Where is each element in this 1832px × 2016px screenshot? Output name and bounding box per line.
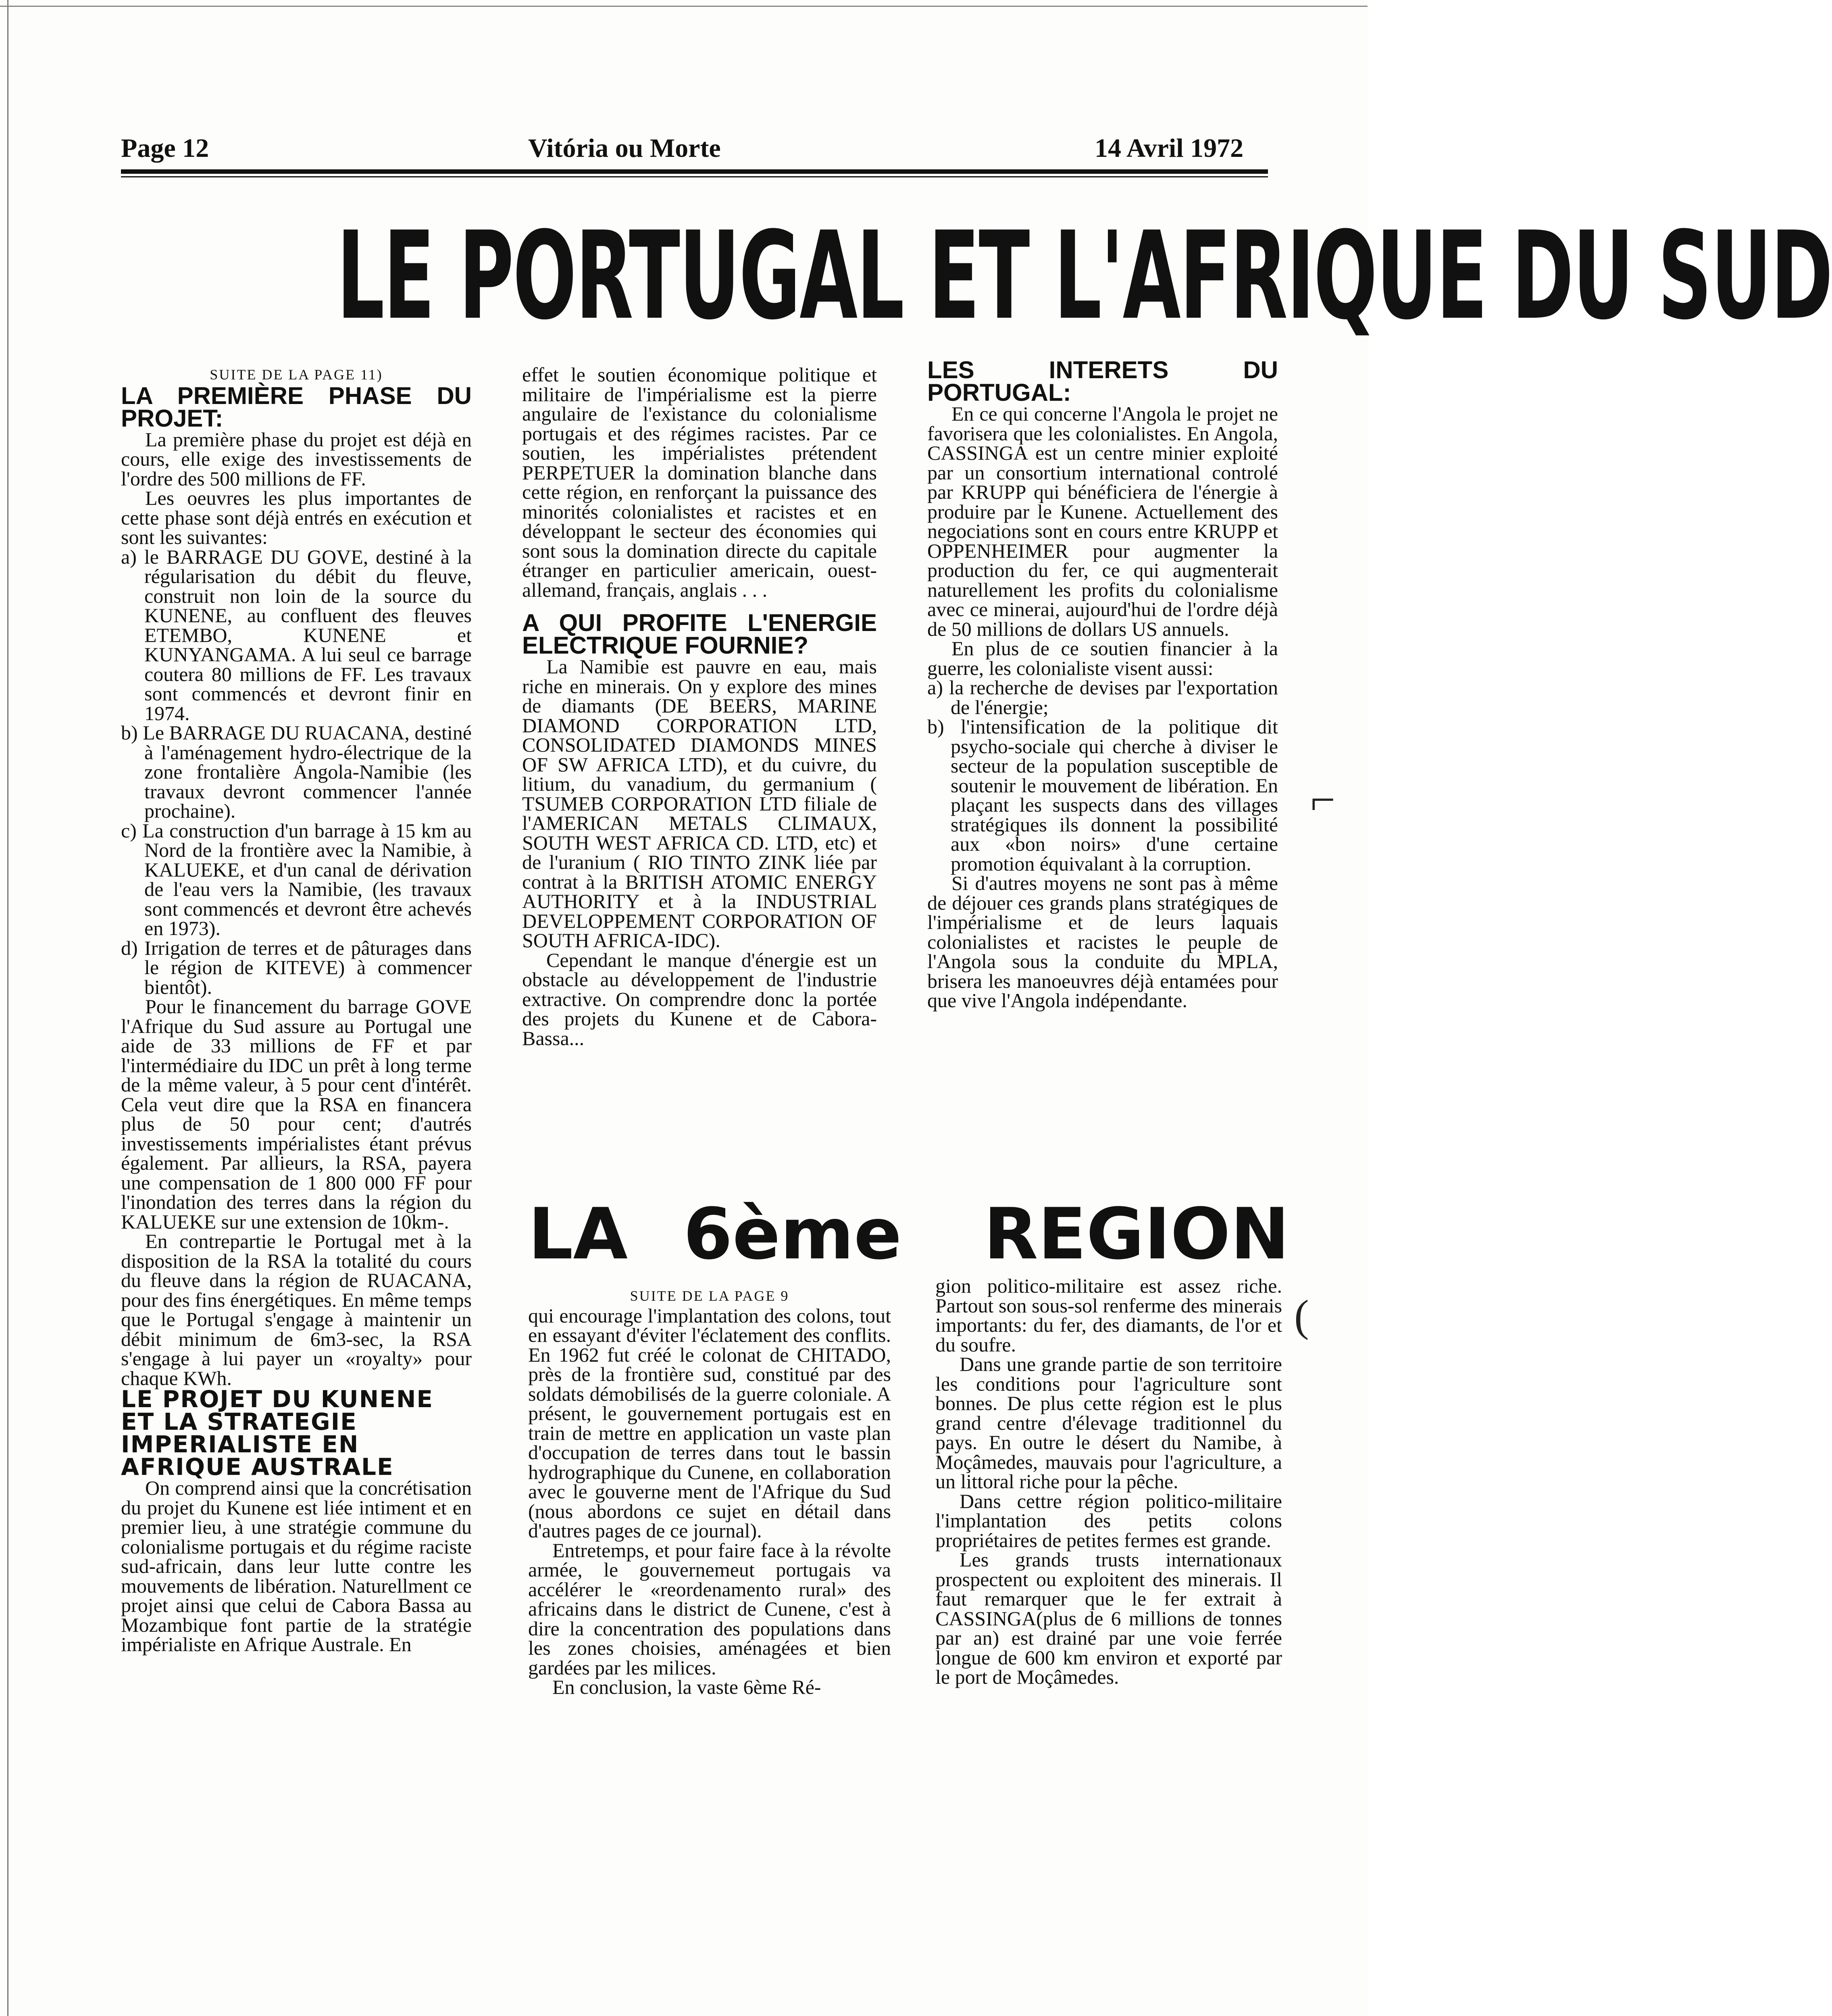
main-headline: LE PORTUGAL ET L'AFRIQUE DU SUD — [337, 206, 1832, 346]
scan-edge-top — [0, 6, 1368, 7]
header-rule — [121, 169, 1268, 174]
list-item: a) la recherche de devises par l'exportation de l'énergie; — [927, 676, 1278, 719]
paragraph: Cependant le manque d'énergie est un obstacle au développement de l'industrie extractive. On comprendre donc la portée des projets du Kunene et de Cabora-Bassa... — [522, 948, 877, 1050]
column-1 — [121, 365, 472, 1654]
margin-mark: ⌐ — [1310, 775, 1336, 824]
page-number: Page 12 — [121, 133, 209, 163]
secondary-headline — [528, 1193, 1290, 1275]
continued-note: SUITE DE LA PAGE 11) — [210, 367, 383, 383]
column-4 — [528, 1286, 891, 1697]
scan-edge-left — [7, 0, 8, 2016]
paragraph: Entretemps, et pour faire face à la révolte armée, le gouvernemeut portugais va accélérer le «reordenamento rural» des africains dans le district de Cunene, c'est à dire la concentration des populations dans les zones choisies, aménagées et bien gardées par les milices. — [528, 1539, 891, 1679]
headline-word: 6ème — [683, 1193, 902, 1275]
list-item: d) Irrigation de terres et de pâturages dans le région de KITEVE) à commencer bientôt). — [121, 936, 472, 998]
section-title-strategy: LE PROJET DU KUNENE ET LA STRATEGIE IMPERIALISTE EN AFRIQUE AUSTRALE — [121, 1385, 433, 1481]
column-3 — [927, 356, 1278, 1012]
list-item: b) l'intensification de la politique dit psycho-sociale qui cherche à diviser le secteur de la population susceptible de soutenir le mouvement de libération. En plaçant les suspects dans des villages stratégiques ils donnent la possibilité aux «bon noirs» d'une certaine promotion équivalant à la corruption. — [927, 715, 1278, 875]
paragraph: Dans une grande partie de son territoire les conditions pour l'agriculture sont bonnes. De plus cette région est le plus grand centre d'élevage traditionnel du pays. En outre le désert du Namibe, à Moçâmedes, mauvais pour l'agriculture, a un littoral riche pour la pêche. — [935, 1353, 1282, 1493]
paragraph: Dans cettre région politico-militaire l'implantation des petits colons propriétaires de petites fermes est grande. — [935, 1489, 1282, 1552]
paragraph: Les grands trusts internationaux prospectent ou exploitent des minerais. Il faut remarquer que le fer extrait à CASSINGA(plus de 6 millions de tonnes par an) est drainé par une voie ferrée longue de 600 km environ et exporté par le port de Moçâmedes. — [935, 1548, 1282, 1688]
list-item: a) le BARRAGE DU GOVE, destiné à la régularisation du débit du fleuve, construit non loin de la source du KUNENE, au confluent des fleuves ETEMBO, KUNENE et KUNYANGAMA. A lui seul ce barrage coutera 80 millions de FF. Les travaux sont commencés et devront finir en 1974. — [121, 545, 472, 725]
column-2 — [522, 365, 877, 1048]
list-item: b) Le BARRAGE DU RUACANA, destiné à l'aménagement hydro-électrique de la zone frontalière Angola-Namibie (les travaux devront commencer l'année prochaine). — [121, 721, 472, 822]
paragraph: En ce qui concerne l'Angola le projet ne favorisera que les colonialistes. En Angola, CASSINGA est un centre minier exploité par un consortium international controlé par KRUPP qui bénéficiera de l'énergie à produire par le Kunene. Actuellement des negociations sont en cours entre KRUPP et OPPENHEIMER pour augmenter la production du fer, ce qui augmenterait naturellement les profits du colonialisme avec ce minerai, aujourd'hui de l'ordre déjà de 50 millions de dollars US annuels. — [927, 402, 1278, 640]
continued-note: SUITE DE LA PAGE 9 — [630, 1288, 789, 1304]
paragraph: On comprend ainsi que la concrétisation du projet du Kunene est liée intiment et en premier lieu, à une stratégie commune du colonialisme portugais et du régime raciste sud-africain, dans leur lutte contre les mouvements de libération. Naturellment ce projet ainsi que celui de Cabora Bassa au Mozambique font partie de la stratégie impérialiste en Afrique Australe. En — [121, 1477, 472, 1656]
paragraph: En plus de ce soutien financier à la guerre, les colonialiste visent aussi: — [927, 637, 1278, 679]
section-title-interests: LES INTERETS DU PORTUGAL: — [927, 356, 1278, 406]
list-item: c) La construction d'un barrage à 15 km au Nord de la frontière avec la Namibie, à KALUEKE, et d'un canal de dérivation de l'eau vers la Namibie, (les travaux sont commencés et devront être achevés en 1973). — [121, 819, 472, 939]
margin-mark: ( — [1294, 1291, 1309, 1340]
issue-date: 14 Avril 1972 — [1095, 133, 1244, 163]
paragraph: Les oeuvres les plus importantes de cette phase sont déjà entrés en exécution et sont les suivantes: — [121, 487, 472, 548]
paragraph: En contrepartie le Portugal met à la disposition de la RSA la totalité du cours du fleuve dans la région de RUACANA, pour des fins énergétiques. En même temps que le Portugal s'engage à maintenir un débit minimum de 6m3-sec, la RSA s'engage à lui payer un «royalty» pour chaque KWh. — [121, 1230, 472, 1389]
paragraph: gion politico-militaire est assez riche. Partout son sous-sol renferme des minerais importants: du fer, des diamants, de l'or et du soufre. — [935, 1275, 1282, 1356]
paragraph: En conclusion, la vaste 6ème Ré- — [552, 1676, 821, 1698]
paragraph: effet le soutien économique politique et militaire de l'impérialisme est la pierre angulaire de l'existance du colonialisme portugais et des régimes racistes. Par ce soutien, les impérialistes prétendent PERPETUER la domination blanche dans cette région, en renforçant la puissance des minorités colonialistes et racistes et en développant le secteur des économies qui sont sous la domination directe du capitale étranger en particulier americain, ouest-allemand, français, anglais . . . — [522, 363, 877, 601]
paragraph: La première phase du projet est déjà en cours, elle exige des investissements de l'ordre des 500 millions de FF. — [121, 428, 472, 490]
paragraph: Si d'autres moyens ne sont pas à même de déjouer ces grands plans stratégiques de l'impérialisme et de leurs laquais colonialistes et racistes le peuple de l'Angola sous la conduite du MPLA, brisera les manoeuvres déjà entamées pour que vive l'Angola indépendante. — [927, 872, 1278, 1012]
paragraph: qui encourage l'implantation des colons, tout en essayant d'éviter l'éclatement des conflits. En 1962 fut créé le colonat de CHITADO, près de la frontière sud, constitué par des soldats démobilisés de la guerre coloniale. A présent, le gouvernement portugais est en train de mettre en application un vaste plan d'occupation de terres dans tout le bassin hydrographique du Cunene, en collaboration avec le gouverne ment de l'Afrique du Sud (nous abordons ce sujet en détail dans d'autres pages de ce journal). — [528, 1304, 891, 1542]
publication-name: Vitória ou Morte — [528, 133, 721, 163]
paragraph: Pour le financement du barrage GOVE l'Afrique du Sud assure au Portugal une aide de 33 millions de FF et par l'intermédiaire du IDC un prêt à long terme de la même valeur, à 5 pour cent d'intérêt. Cela veut dire que la RSA en financera plus de 50 pour cent; d'autrés investissements impérialistes étant prévus également. Par allieurs, la RSA, payera une compensation de 1 800 000 FF pour l'inondation des terres dans la région du KALUEKE sur une extension de 10km-. — [121, 995, 472, 1233]
section-title-energy: A QUI PROFITE L'ENERGIE ELECTRIQUE FOURNIE? — [522, 609, 877, 659]
paragraph: La Namibie est pauvre en eau, mais riche en minerais. On y explore des mines de diamants (DE BEERS, MARINE DIAMOND CORPORATION LTD, CONSOLIDATED DIAMONDS MINES OF SW AFRICA LTD), et du cuivre, du litium, du vanadium, du germanium ( TSUMEB CORPORATION LTD filiale de l'AMERICAN METALS CLIMAUX, SOUTH WEST AFRICA CD. LTD, etc) et de l'uranium ( RIO TINTO ZINK liée par contrat à la BRITISH ATOMIC ENERGY AUTHORITY et à la INDUSTRIAL DEVELOPPEMENT CORPORATION OF SOUTH AFRICA-IDC). — [522, 655, 877, 952]
column-5 — [935, 1276, 1282, 1687]
headline-word: LA — [528, 1193, 628, 1275]
section-title-phase: LA PREMIÈRE PHASE DU PROJET: — [121, 382, 472, 432]
header-rule-thin — [121, 176, 1268, 177]
headline-word: REGION — [984, 1193, 1290, 1275]
